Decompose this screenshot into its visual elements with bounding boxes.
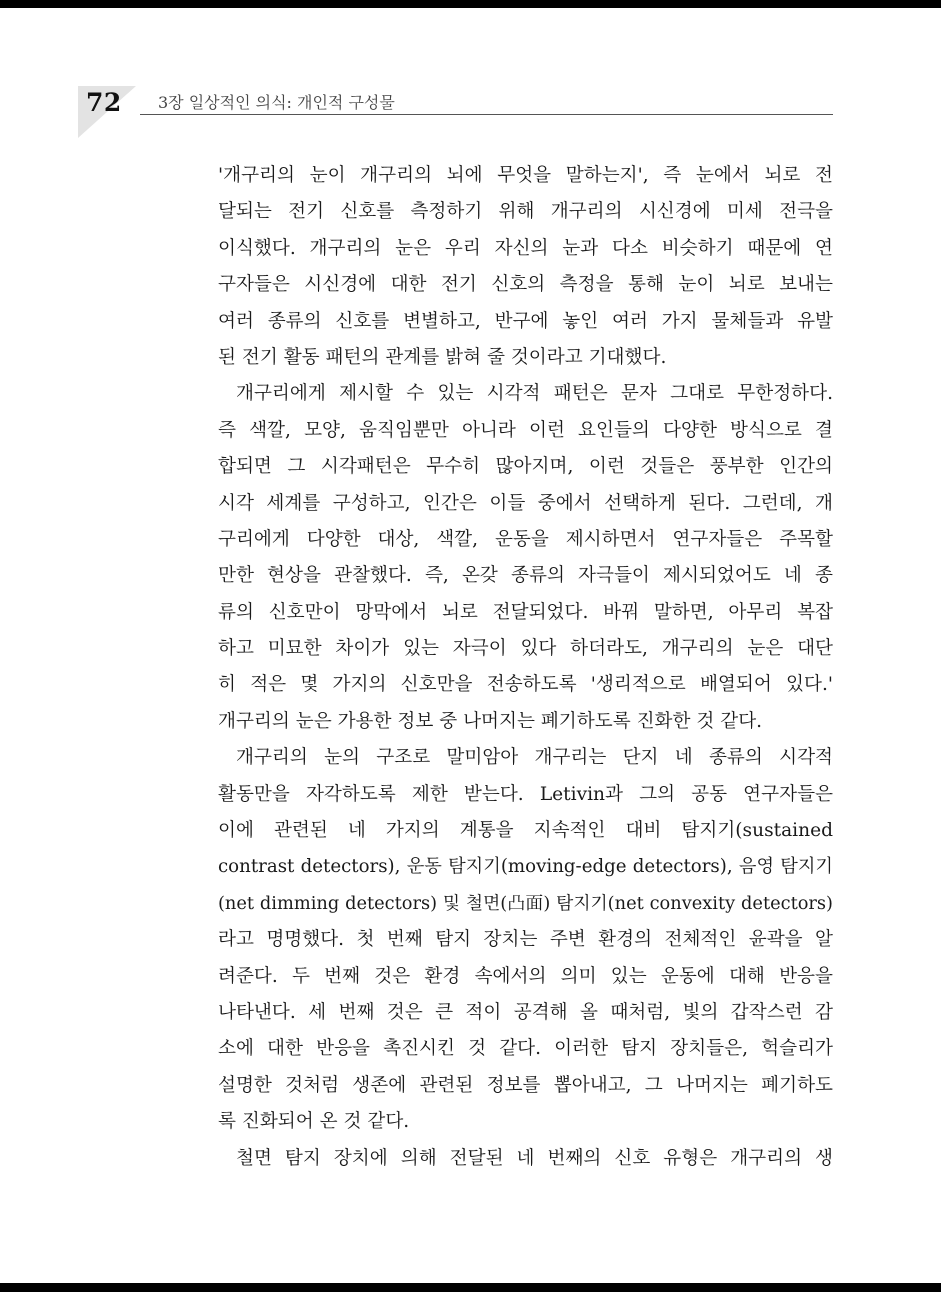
body-text xyxy=(218,158,833,1177)
text-line: 록 진화되어 온 것 같다. xyxy=(218,1111,410,1133)
text-line: 즉 색깔, 모양, 움직임뿐만 아니라 이런 요인들의 다양한 방식으로 결 xyxy=(218,419,833,441)
text-line: 류의 신호만이 망막에서 뇌로 전달되었다. 바꿔 말하면, 아무리 복잡 xyxy=(218,601,833,623)
text-line: 달되는 전기 신호를 측정하기 위해 개구리의 시신경에 미세 전극을 xyxy=(218,201,833,223)
text-line: 소에 대한 반응을 촉진시킨 것 같다. 이러한 탐지 장치들은, 헉슬리가 xyxy=(218,1038,833,1060)
top-border-bar xyxy=(0,0,941,8)
text-line: 만한 현상을 관찰했다. 즉, 온갖 종류의 자극들이 제시되었어도 네 종 xyxy=(218,565,833,587)
text-line: 구자들은 시신경에 대한 전기 신호의 측정을 통해 눈이 뇌로 보내는 xyxy=(218,274,833,296)
header-rule xyxy=(140,114,833,115)
text-line: 려준다. 두 번째 것은 환경 속에서의 의미 있는 운동에 대해 반응을 xyxy=(218,965,833,987)
text-line: 된 전기 활동 패턴의 관계를 밝혀 줄 것이라고 기대했다. xyxy=(218,346,667,368)
text-line: 개구리의 눈의 구조로 말미암아 개구리는 단지 네 종류의 시각적 xyxy=(236,747,833,769)
text-line: 시각 세계를 구성하고, 인간은 이들 중에서 선택하게 된다. 그런데, 개 xyxy=(218,492,833,514)
text-line: 하고 미묘한 차이가 있는 자극이 있다 하더라도, 개구리의 눈은 대단 xyxy=(218,638,833,660)
text-line: 합되면 그 시각패턴은 무수히 많아지며, 이런 것들은 풍부한 인간의 xyxy=(218,456,833,478)
running-head: 3장 일상적인 의식: 개인적 구성물 xyxy=(158,93,395,112)
text-line: 여러 종류의 신호를 변별하고, 반구에 놓인 여러 가지 물체들과 유발 xyxy=(218,310,833,332)
text-line: 개구리의 눈은 가용한 정보 중 나머지는 폐기하도록 진화한 것 같다. xyxy=(218,710,763,732)
text-line: 이식했다. 개구리의 눈은 우리 자신의 눈과 다소 비슷하기 때문에 연 xyxy=(218,237,833,259)
text-line: 철면 탐지 장치에 의해 전달된 네 번째의 신호 유형은 개구리의 생 xyxy=(236,1147,833,1169)
page-number: 72 xyxy=(86,88,122,117)
bottom-border-bar xyxy=(0,1283,941,1292)
text-line: 구리에게 다양한 대상, 색깔, 운동을 제시하면서 연구자들은 주목할 xyxy=(218,528,833,550)
text-line: 나타낸다. 세 번째 것은 큰 적이 공격해 올 때처럼, 빛의 갑작스런 감 xyxy=(218,1001,833,1023)
text-line: 라고 명명했다. 첫 번째 탐지 장치는 주변 환경의 전체적인 윤곽을 알 xyxy=(218,929,833,951)
text-line: (net dimming detectors) 및 철면(凸面) 탐지기(net convexity detectors) xyxy=(218,892,833,914)
text-line: 히 적은 몇 가지의 신호만을 전송하도록 '생리적으로 배열되어 있다.' xyxy=(218,674,833,696)
text-line: '개구리의 눈이 개구리의 뇌에 무엇을 말하는지', 즉 눈에서 뇌로 전 xyxy=(218,165,833,186)
text-line: 활동만을 자각하도록 제한 받는다. Letivin과 그의 공동 연구자들은 xyxy=(218,783,833,805)
text-line: contrast detectors), 운동 탐지기(moving-edge detectors), 음영 탐지기 xyxy=(218,856,833,878)
text-line: 설명한 것처럼 생존에 관련된 정보를 뽑아내고, 그 나머지는 폐기하도 xyxy=(218,1074,833,1096)
text-line: 이에 관련된 네 가지의 계통을 지속적인 대비 탐지기(sustained xyxy=(218,820,833,842)
text-line: 개구리에게 제시할 수 있는 시각적 패턴은 문자 그대로 무한정하다. xyxy=(236,383,833,405)
